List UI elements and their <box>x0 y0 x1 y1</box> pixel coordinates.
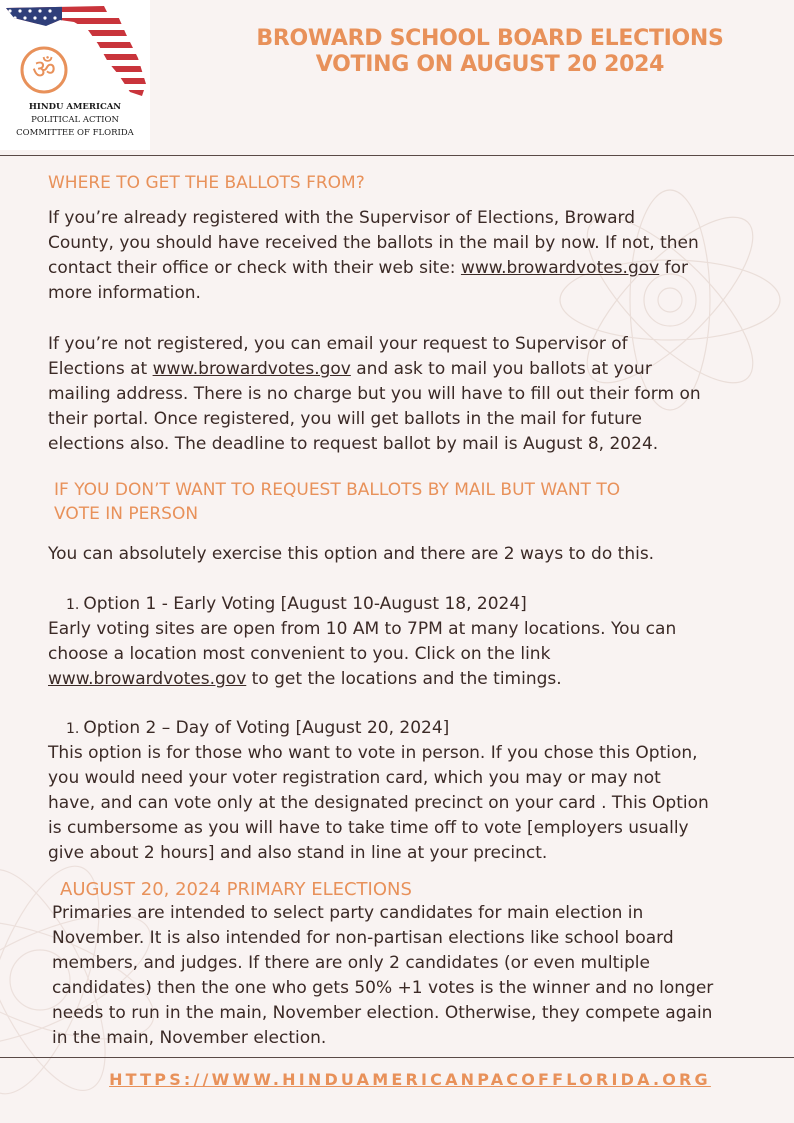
option-1-description <box>48 617 778 692</box>
ballots-paragraph-1 <box>48 206 778 306</box>
ballots-paragraph-2 <box>48 332 778 457</box>
primary-elections-description: Primaries are intended to select party candidates for main election in November. It is also intended for non-partisan elections like school board members, and judges. If there are only 2 candidates (or even multiple candidates) then the one who gets 50% +1 votes is the winner and no longer needs to run in the main, November election. Otherwise, they compete again in the main, November election. <box>52 903 714 1048</box>
option-1-text-b: to get the locations and the timings. <box>246 669 562 689</box>
logo-line-2: POLITICAL ACTION <box>31 115 119 125</box>
section-heading-ballots: WHERE TO GET THE BALLOTS FROM? <box>48 173 365 193</box>
ballots-paragraph-2-text-a: If you’re not registered, you can email your request to Supervisor of Elections at <box>48 334 628 379</box>
section-heading-in-person-line-2: VOTE IN PERSON <box>54 504 199 524</box>
option-1-title-text: Option 1 - Early Voting [August 10-August 18, 2024] <box>83 594 527 614</box>
header-divider <box>0 155 794 156</box>
section-heading-primary-elections: AUGUST 20, 2024 PRIMARY ELECTIONS <box>60 879 412 900</box>
page-title-line-2: VOTING ON AUGUST 20 2024 <box>315 52 665 77</box>
browardvotes-link-2[interactable]: www.browardvotes.gov <box>152 359 351 379</box>
ballots-paragraph-1-text-a: If you’re already registered with the Supervisor of Elections, Broward County, you should have received the ballots in the mail by now. If not, then contact their office or check with their web site: <box>48 208 699 278</box>
option-2-number: 1. <box>66 721 80 737</box>
website-link[interactable]: HTTPS://WWW.HINDUAMERICANPACOFFLORIDA.ORG <box>109 1070 711 1089</box>
option-1-number: 1. <box>66 597 80 613</box>
option-1-title <box>66 592 527 618</box>
logo-line-1: HINDU AMERICAN <box>28 102 122 112</box>
browardvotes-link-3[interactable]: www.browardvotes.gov <box>48 669 247 689</box>
option-2-title-text: Option 2 – Day of Voting [August 20, 2024] <box>83 718 450 738</box>
footer-divider <box>0 1057 794 1058</box>
option-2-title <box>66 716 449 742</box>
browardvotes-link-1[interactable]: www.browardvotes.gov <box>460 258 660 278</box>
in-person-intro: You can absolutely exercise this option and there are 2 ways to do this. <box>48 544 655 564</box>
option-1-text-a: Early voting sites are open from 10 AM to 7PM at many locations. You can choose a location most convenient to you. Click on the link <box>48 619 677 664</box>
ballots-paragraph-1-text-b: for more information. <box>48 258 688 303</box>
section-heading-in-person-line-1: IF YOU DON’T WANT TO REQUEST BALLOTS BY MAIL BUT WANT TO <box>54 480 621 500</box>
logo-line-3: COMMITTEE OF FLORIDA <box>16 128 134 138</box>
om-symbol-icon: ॐ <box>32 55 56 85</box>
page-title-line-1: BROWARD SCHOOL BOARD ELECTIONS <box>256 26 724 51</box>
option-2-description: This option is for those who want to vote in person. If you chose this Option, you would need your voter registration card, which you may or may not have, and can vote only at the designated precinct on your card . This Option is cumbersome as you will have to take time off to vote [employers usually give about 2 hours] and also stand in line at your precinct. <box>48 743 709 863</box>
ballots-paragraph-2-text-b: and ask to mail you ballots at your mailing address. There is no charge but you will have to fill out their form on their portal. Once registered, you will get ballots in the mail for future elections also. The deadline to request ballot by mail is August 8, 2024. <box>48 359 701 454</box>
organization-logo <box>0 0 150 150</box>
